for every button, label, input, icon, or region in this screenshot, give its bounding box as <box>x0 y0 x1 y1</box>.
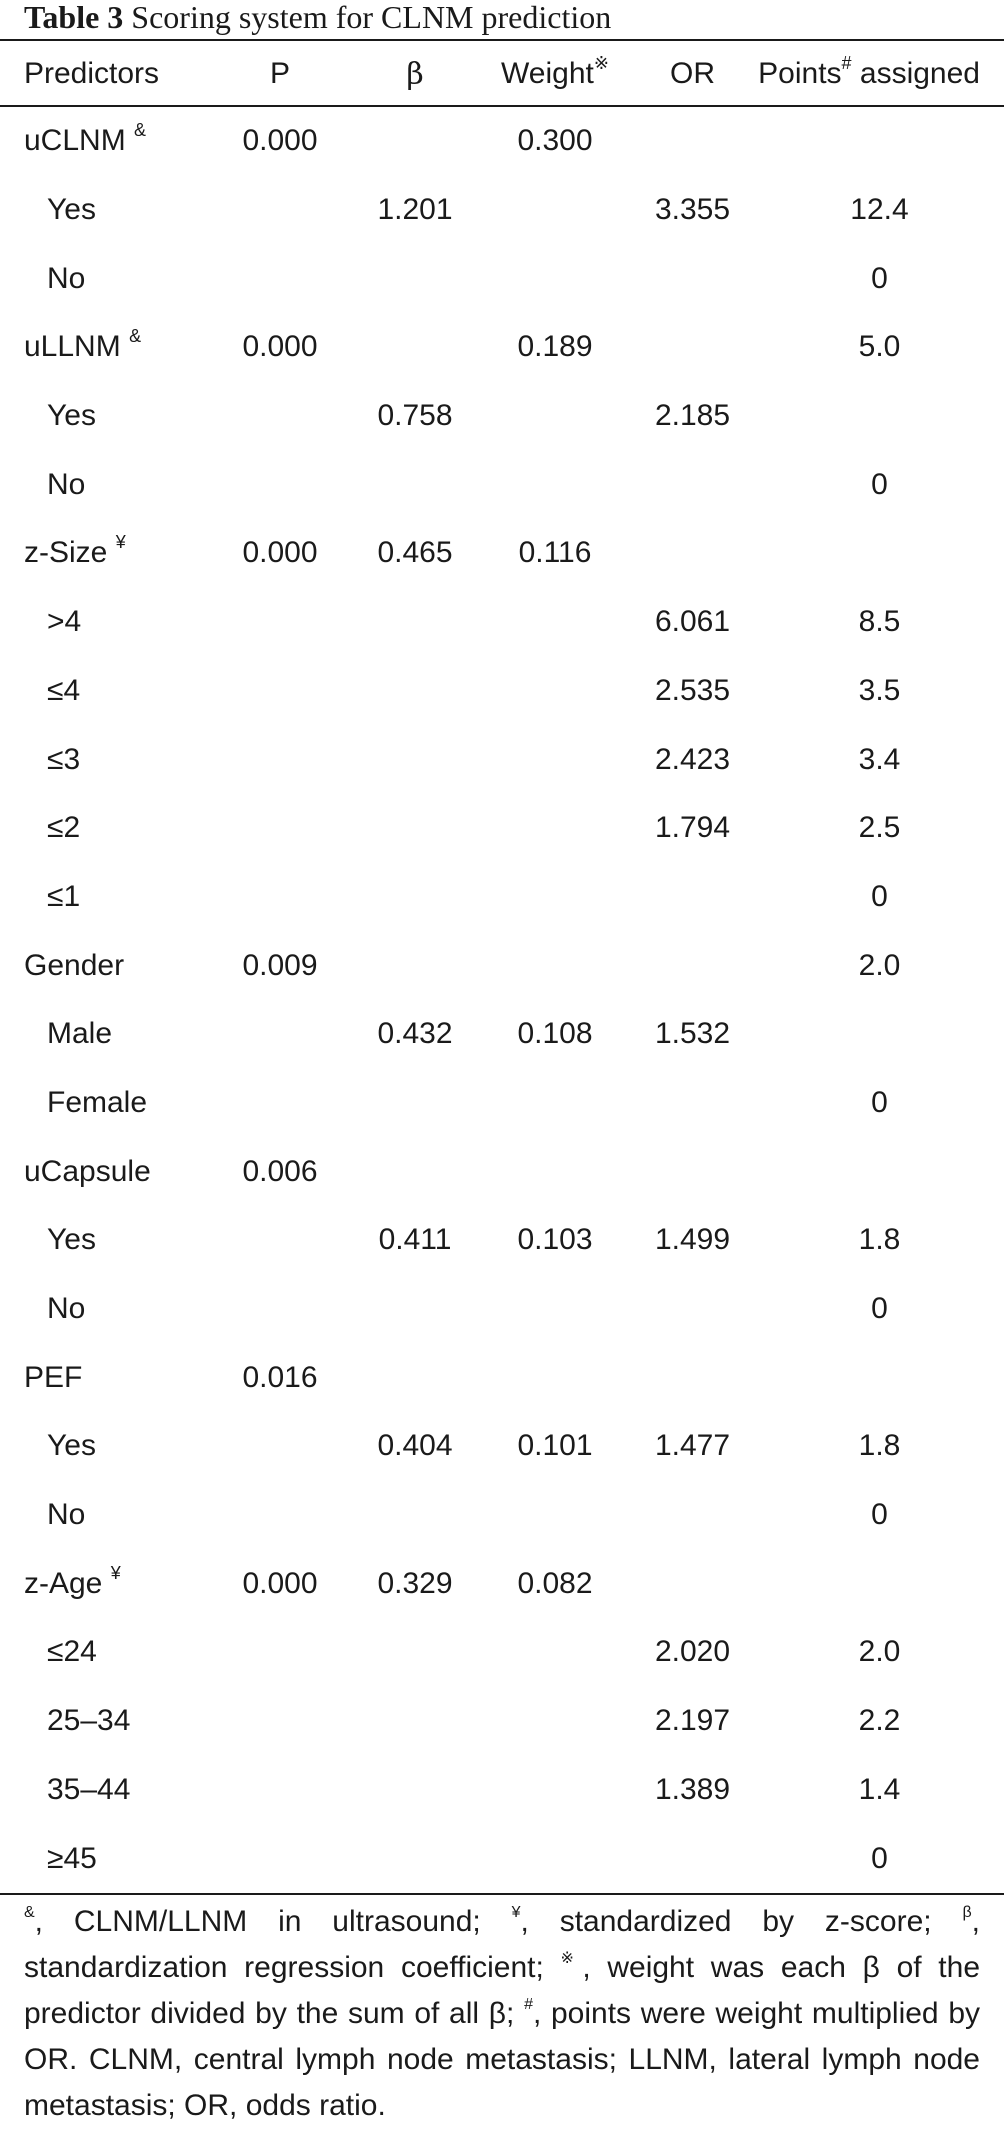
or-cell: 1.499 <box>654 1223 731 1257</box>
or-cell <box>630 863 755 932</box>
predictor-name: No <box>47 261 86 295</box>
table-row <box>0 450 1004 519</box>
or-cell <box>630 313 755 382</box>
beta-cell <box>350 1137 480 1206</box>
predictor-cell <box>0 176 210 245</box>
predictor-name: ≥45 <box>47 1841 97 1875</box>
header-points-label: Points <box>758 57 842 90</box>
or-cell: 2.185 <box>654 399 731 433</box>
table-row <box>0 1549 1004 1618</box>
beta-cell <box>350 588 480 657</box>
predictor-cell <box>0 107 210 176</box>
table-row <box>0 588 1004 657</box>
predictor-cell <box>0 794 210 863</box>
or-cell: 1.389 <box>654 1772 731 1806</box>
caption-text: Scoring system for CLNM prediction <box>131 0 612 35</box>
weight-cell: 0.101 <box>517 1429 593 1463</box>
points-cell: 0 <box>871 261 888 295</box>
predictor-name: ≤24 <box>47 1635 97 1669</box>
predictor-name: Yes <box>47 1223 96 1257</box>
table-row <box>0 657 1004 726</box>
weight-cell: 0.082 <box>517 1566 593 1600</box>
points-cell <box>755 107 1004 176</box>
predictor-name: ≤2 <box>47 811 81 845</box>
header-predictors: Predictors <box>24 57 160 90</box>
predictor-cell <box>0 519 210 588</box>
points-cell <box>755 519 1004 588</box>
predictor-name: No <box>47 1498 86 1532</box>
table-row <box>0 313 1004 382</box>
header-weight <box>480 41 630 107</box>
weight-cell <box>480 588 630 657</box>
weight-cell <box>480 1275 630 1344</box>
table-row <box>0 176 1004 245</box>
weight-cell <box>480 931 630 1000</box>
weight-cell <box>480 657 630 726</box>
beta-cell: 0.404 <box>377 1429 453 1463</box>
p-cell <box>210 588 350 657</box>
table-row <box>0 1756 1004 1825</box>
predictor-cell <box>0 313 210 382</box>
predictor-cell <box>0 931 210 1000</box>
p-cell: 0.006 <box>242 1154 318 1188</box>
predictor-cell <box>0 1343 210 1412</box>
table-caption <box>0 0 1004 39</box>
table-row <box>0 794 1004 863</box>
footnote-mark: ※ <box>560 1949 583 1967</box>
table-row <box>0 107 1004 176</box>
or-cell: 2.535 <box>654 673 731 707</box>
p-cell <box>210 382 350 451</box>
beta-cell <box>350 1069 480 1138</box>
table-row <box>0 1824 1004 1893</box>
or-cell: 3.355 <box>654 193 731 227</box>
predictor-name: Male <box>47 1017 113 1051</box>
beta-cell: 0.411 <box>378 1223 452 1257</box>
beta-cell <box>350 794 480 863</box>
beta-cell <box>350 313 480 382</box>
predictor-cell <box>0 1687 210 1756</box>
weight-cell <box>480 1343 630 1412</box>
p-cell <box>210 1069 350 1138</box>
footnote-text: , weight was each β of the predictor divided by the sum of all β; <box>24 1950 980 2030</box>
beta-cell <box>350 244 480 313</box>
p-cell <box>210 1756 350 1825</box>
table-row <box>0 1206 1004 1275</box>
weight-cell: 0.189 <box>517 330 593 364</box>
table-row <box>0 1412 1004 1481</box>
or-cell <box>630 1069 755 1138</box>
weight-cell: 0.300 <box>517 124 593 158</box>
footnote-mark: ¥ <box>511 1903 521 1921</box>
weight-cell <box>480 725 630 794</box>
predictor-name: uLLNM <box>24 330 121 364</box>
or-cell: 1.532 <box>654 1017 731 1051</box>
beta-cell: 0.329 <box>377 1566 453 1600</box>
p-cell <box>210 657 350 726</box>
table-row <box>0 1275 1004 1344</box>
points-cell <box>755 1000 1004 1069</box>
beta-cell <box>350 1824 480 1893</box>
weight-cell <box>480 244 630 313</box>
table-footnote <box>0 1895 1004 2129</box>
predictor-name: uCLNM <box>24 124 126 158</box>
beta-cell <box>350 1275 480 1344</box>
table-row <box>0 1137 1004 1206</box>
points-cell: 0 <box>871 1498 888 1532</box>
header-points-rest: assigned <box>851 57 980 90</box>
beta-cell: 0.465 <box>377 536 453 570</box>
p-cell <box>210 794 350 863</box>
points-cell: 0 <box>871 879 888 913</box>
footnote-text: , CLNM/LLNM in ultrasound; <box>34 1904 512 1938</box>
or-cell <box>630 1481 755 1550</box>
predictor-cell <box>0 1069 210 1138</box>
beta-cell <box>350 450 480 519</box>
weight-cell <box>480 382 630 451</box>
table-row <box>0 244 1004 313</box>
predictor-cell <box>0 1824 210 1893</box>
weight-cell <box>480 863 630 932</box>
header-row <box>0 41 1004 107</box>
scoring-table <box>0 41 1004 1893</box>
or-cell <box>630 1824 755 1893</box>
predictor-name: Gender <box>24 948 125 982</box>
footnote-text: , standardized by z-score; <box>520 1904 963 1938</box>
points-cell: 3.4 <box>858 742 901 776</box>
p-cell <box>210 725 350 794</box>
or-cell: 1.794 <box>654 811 731 845</box>
weight-cell <box>480 1481 630 1550</box>
predictor-name: 35–44 <box>47 1772 131 1806</box>
beta-cell: 1.201 <box>377 193 453 227</box>
points-cell: 2.5 <box>858 811 901 845</box>
points-cell: 12.4 <box>850 193 909 227</box>
or-cell: 2.020 <box>654 1635 731 1669</box>
footnote-mark: β <box>962 1903 972 1921</box>
header-or: OR <box>670 57 715 90</box>
or-cell <box>630 1549 755 1618</box>
caption-label: Table 3 <box>24 0 124 35</box>
beta-cell <box>350 931 480 1000</box>
beta-cell <box>350 1343 480 1412</box>
footnote-text: , standardization regression coefficient; <box>24 1904 980 1984</box>
predictor-name: uCapsule <box>24 1154 151 1188</box>
beta-cell <box>350 1618 480 1687</box>
p-cell: 0.000 <box>242 536 318 570</box>
header-rule <box>0 105 1004 107</box>
p-cell <box>210 1206 350 1275</box>
predictor-name: Yes <box>47 1429 96 1463</box>
or-cell <box>630 1137 755 1206</box>
p-cell: 0.000 <box>242 330 318 364</box>
table-row <box>0 1343 1004 1412</box>
p-cell: 0.016 <box>242 1360 318 1394</box>
p-cell <box>210 1275 350 1344</box>
or-cell <box>630 1343 755 1412</box>
weight-cell <box>480 450 630 519</box>
predictor-cell <box>0 1412 210 1481</box>
points-cell <box>755 1549 1004 1618</box>
predictor-cell <box>0 657 210 726</box>
predictor-name: Yes <box>47 399 96 433</box>
or-cell: 2.423 <box>654 742 731 776</box>
points-cell: 2.0 <box>858 1635 901 1669</box>
beta-cell: 0.758 <box>377 399 453 433</box>
or-cell: 1.477 <box>654 1429 731 1463</box>
weight-cell <box>480 1137 630 1206</box>
p-cell <box>210 1687 350 1756</box>
table-row <box>0 1618 1004 1687</box>
points-cell: 2.2 <box>858 1704 901 1738</box>
predictor-name: z-Age <box>24 1566 103 1600</box>
p-cell <box>210 1412 350 1481</box>
weight-cell: 0.116 <box>518 536 592 570</box>
predictor-name: >4 <box>47 605 82 639</box>
points-cell: 5.0 <box>858 330 901 364</box>
beta-cell <box>350 1481 480 1550</box>
points-cell: 1.4 <box>858 1772 901 1806</box>
predictor-name: Yes <box>47 193 96 227</box>
predictor-cell <box>0 1000 210 1069</box>
predictor-name: z-Size <box>24 536 108 570</box>
table-body <box>0 107 1004 1893</box>
predictor-mark: & <box>129 326 142 347</box>
header-weight-mark: ※ <box>593 53 609 73</box>
table-row <box>0 1069 1004 1138</box>
header-beta: β <box>406 56 424 92</box>
points-cell <box>755 1137 1004 1206</box>
predictor-cell <box>0 588 210 657</box>
weight-cell <box>480 1618 630 1687</box>
p-cell: 0.000 <box>242 1566 318 1600</box>
predictor-cell <box>0 1549 210 1618</box>
p-cell <box>210 176 350 245</box>
predictor-mark: ¥ <box>110 1562 121 1583</box>
header-p: P <box>269 57 290 90</box>
p-cell <box>210 1000 350 1069</box>
points-cell: 0 <box>871 467 888 501</box>
p-cell <box>210 1824 350 1893</box>
predictor-name: Female <box>47 1085 148 1119</box>
beta-cell <box>350 1687 480 1756</box>
or-cell <box>630 107 755 176</box>
table-row <box>0 931 1004 1000</box>
predictor-mark: & <box>134 120 147 141</box>
header-points-mark: # <box>841 53 852 73</box>
p-cell <box>210 244 350 313</box>
predictor-cell <box>0 450 210 519</box>
predictor-name: No <box>47 467 86 501</box>
predictor-name: ≤4 <box>47 673 81 707</box>
weight-cell <box>480 794 630 863</box>
p-cell: 0.000 <box>242 124 318 158</box>
predictor-cell <box>0 725 210 794</box>
or-cell: 2.197 <box>654 1704 731 1738</box>
points-cell: 0 <box>871 1292 888 1326</box>
points-cell: 8.5 <box>858 605 901 639</box>
or-cell <box>630 244 755 313</box>
predictor-name: ≤3 <box>47 742 81 776</box>
predictor-cell <box>0 1275 210 1344</box>
footnote-mark: # <box>524 1995 533 2013</box>
predictor-cell <box>0 382 210 451</box>
weight-cell: 0.103 <box>517 1223 593 1257</box>
points-cell: 1.8 <box>858 1223 901 1257</box>
table-row <box>0 1000 1004 1069</box>
table-row <box>0 725 1004 794</box>
weight-cell <box>480 1069 630 1138</box>
points-cell: 3.5 <box>858 673 901 707</box>
beta-cell <box>350 1756 480 1825</box>
points-cell: 0 <box>871 1085 888 1119</box>
points-cell: 0 <box>871 1841 888 1875</box>
table-row <box>0 382 1004 451</box>
or-cell <box>630 519 755 588</box>
predictor-name: 25–34 <box>47 1704 131 1738</box>
header-points <box>755 41 1004 107</box>
or-cell <box>630 931 755 1000</box>
predictor-cell <box>0 1206 210 1275</box>
table-row <box>0 1687 1004 1756</box>
or-cell: 6.061 <box>654 605 731 639</box>
weight-cell: 0.108 <box>517 1017 593 1051</box>
p-cell <box>210 863 350 932</box>
or-cell <box>630 1275 755 1344</box>
predictor-cell <box>0 1756 210 1825</box>
table-row <box>0 519 1004 588</box>
points-cell <box>755 1343 1004 1412</box>
p-cell <box>210 1618 350 1687</box>
weight-cell <box>480 1756 630 1825</box>
predictor-name: ≤1 <box>47 879 81 913</box>
predictor-cell <box>0 863 210 932</box>
p-cell <box>210 450 350 519</box>
predictor-cell <box>0 1137 210 1206</box>
footnote-mark: & <box>24 1903 35 1921</box>
predictor-cell <box>0 244 210 313</box>
footnote-text: , points were weight multiplied by OR. CLNM, central lymph node metastasis; LLNM, lateral lymph node metastasis; OR, odds ratio. <box>24 1996 980 2122</box>
beta-cell: 0.432 <box>377 1017 453 1051</box>
or-cell <box>630 450 755 519</box>
beta-cell <box>350 725 480 794</box>
table-row <box>0 1481 1004 1550</box>
weight-cell <box>480 176 630 245</box>
points-cell: 2.0 <box>858 948 901 982</box>
predictor-mark: ¥ <box>115 532 126 553</box>
predictor-name: No <box>47 1292 86 1326</box>
predictor-name: PEF <box>24 1360 83 1394</box>
p-cell <box>210 1481 350 1550</box>
p-cell: 0.009 <box>242 948 318 982</box>
predictor-cell <box>0 1618 210 1687</box>
beta-cell <box>350 657 480 726</box>
header-weight-label: Weight <box>501 57 594 90</box>
predictor-cell <box>0 1481 210 1550</box>
beta-cell <box>350 107 480 176</box>
weight-cell <box>480 1824 630 1893</box>
points-cell: 1.8 <box>858 1429 901 1463</box>
table-row <box>0 863 1004 932</box>
weight-cell <box>480 1687 630 1756</box>
beta-cell <box>350 863 480 932</box>
points-cell <box>755 382 1004 451</box>
